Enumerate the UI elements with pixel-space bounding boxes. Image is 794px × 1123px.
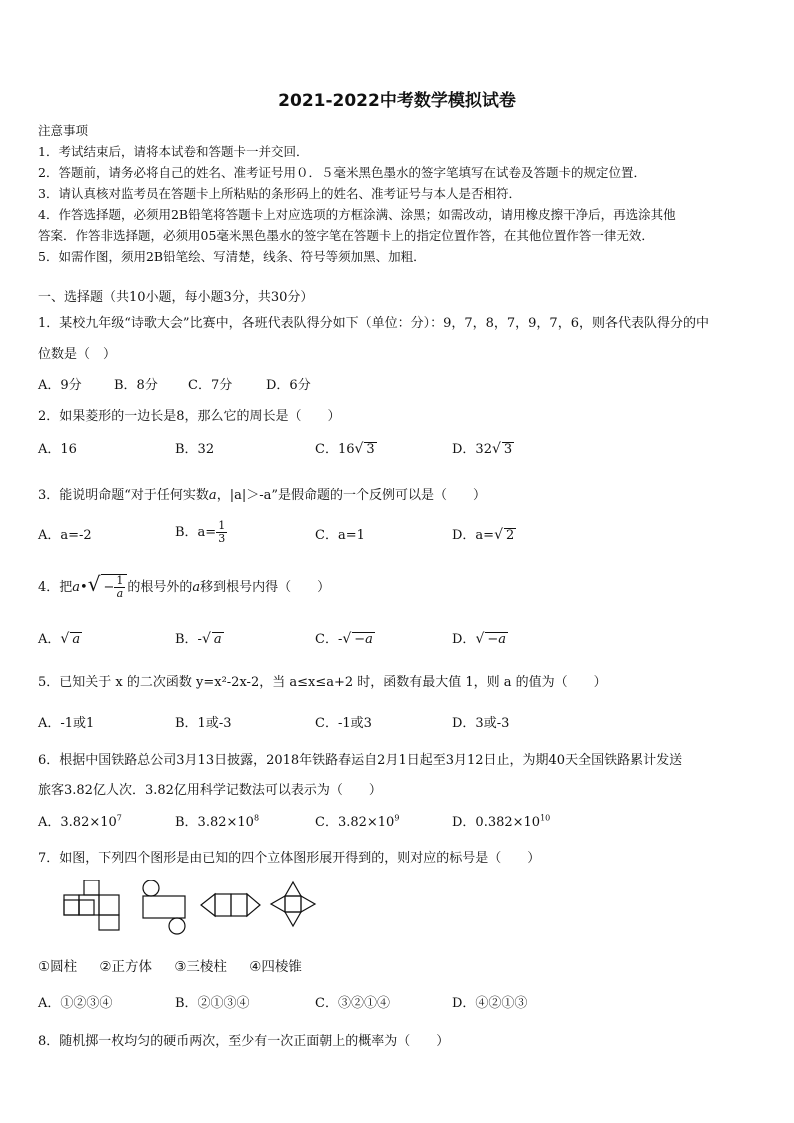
question-5-options — [38, 712, 758, 736]
question-6-options — [38, 811, 758, 835]
question-1-options — [38, 374, 758, 398]
option-d[interactable]: D．32√ 3 — [452, 441, 513, 457]
option-d[interactable]: D．a=√ 2 — [452, 527, 515, 543]
option-b[interactable]: B．②①③④ — [175, 996, 250, 1011]
option-b[interactable]: B．$3.82\times 10^8$ — [175, 813, 260, 830]
note-item: 3．请认真核对监考员在答题卡上所粘贴的条形码上的姓名、准考证号与本人是否相符． — [38, 186, 521, 201]
question-5: 5．已知关于 x 的二次函数 y=x²-2x-2，当 a≤x≤a+2 时，函数有最大值 1，则 a 的值为（ ） — [38, 675, 607, 690]
option-d[interactable]: D．$0.382\times 10^{10}$ — [452, 813, 551, 830]
notes-block — [38, 120, 758, 267]
solid-labels — [38, 955, 320, 975]
question-2-options — [38, 438, 758, 462]
section-heading: 一、选择题（共10小题，每小题3分，共30分） — [38, 290, 314, 305]
question-1-line1: 1．某校九年级“诗歌大会”比赛中，各班代表队得分如下（单位：分）：9，7，8，7，9，7，6，则各代表队得分的中 — [38, 316, 709, 331]
option-b[interactable]: B．1或-3 — [175, 716, 232, 731]
label-cylinder: ①圆柱 — [38, 959, 78, 975]
question-8: 8．随机掷一枚均匀的硬币两次，至少有一次正面朝上的概率为（ ） — [38, 1034, 450, 1049]
label-prism: ③三棱柱 — [174, 959, 227, 975]
option-b[interactable]: B．-√ a — [175, 631, 222, 647]
option-a[interactable]: A．a=-2 — [38, 528, 92, 543]
question-1-line2: 位数是（ ） — [38, 347, 117, 362]
option-c[interactable]: C．16√ 3 — [315, 441, 375, 457]
question-4: 4．把a•√ − $\frac{1}{a}$ 的根号外的a移到根号内得（ ） — [38, 572, 331, 600]
option-b[interactable]: B．8分 — [114, 378, 158, 393]
question-6-line1: 6．根据中国铁路总公司3月13日披露，2018年铁路春运自2月1日起至3月12日止，为期40天全国铁路累计发送 — [38, 753, 683, 768]
option-a[interactable]: A．①②③④ — [38, 996, 113, 1011]
option-c[interactable]: C．-1或3 — [315, 716, 372, 731]
question-2: 2．如果菱形的一边长是8，那么它的周长是（ ） — [38, 409, 341, 424]
option-c[interactable]: C．-√ −a — [315, 631, 373, 647]
option-a[interactable]: A．√ a — [38, 631, 81, 647]
note-item: 1．考试结束后，请将本试卷和答题卡一并交回． — [38, 144, 309, 159]
question-7-options — [38, 992, 758, 1016]
note-item: 答案．作答非选择题，必须用05毫米黑色墨水的签字笔在答题卡上的指定位置作答，在其他位置作答一律无效． — [38, 228, 654, 243]
page-title: 2021-2022中考数学模拟试卷 — [278, 91, 516, 111]
option-a[interactable]: A．9分 — [38, 378, 82, 393]
option-b[interactable]: B．32 — [175, 442, 215, 457]
question-3: 3．能说明命题“对于任何实数a，|a|＞-a”是假命题的一个反例可以是（ ） — [38, 488, 486, 503]
question-4-options — [38, 628, 758, 652]
prism-net — [201, 894, 260, 916]
option-c[interactable]: C．③②①④ — [315, 996, 390, 1011]
pyramid-net — [271, 882, 315, 926]
option-d[interactable]: D．√ −a — [452, 631, 507, 647]
question-3-options — [38, 520, 758, 544]
option-a[interactable]: A．-1或1 — [38, 716, 95, 731]
label-pyramid: ④四棱锥 — [249, 959, 302, 975]
option-d[interactable]: D．④②①③ — [452, 996, 528, 1011]
option-a[interactable]: A．16 — [38, 442, 77, 457]
nets-figure — [60, 880, 320, 942]
option-a[interactable]: A．$3.82\times 10^7$ — [38, 813, 122, 830]
note-item: 5．如需作图，须用2B铅笔绘、写清楚，线条、符号等须加黑、加粗． — [38, 249, 426, 264]
cube-net — [64, 880, 119, 930]
option-c[interactable]: C．$3.82\times 10^9$ — [315, 813, 400, 830]
option-b[interactable]: B．a= $\frac{1}{3}$ — [175, 519, 226, 545]
note-item: 4．作答选择题，必须用2B铅笔将答题卡上对应选项的方框涂满、涂黑；如需改动，请用橡皮擦干净后，再选涂其他 — [38, 207, 676, 222]
note-item: 2．答题前，请务必将自己的姓名、准考证号用０．５毫米黑色墨水的签字笔填写在试卷及答题卡的规定位置． — [38, 165, 646, 180]
question-7: 7．如图，下列四个图形是由已知的四个立体图形展开得到的，则对应的标号是（ ） — [38, 851, 541, 866]
label-cube: ②正方体 — [99, 959, 153, 975]
notes-heading: 注意事项 — [38, 123, 89, 138]
option-d[interactable]: D．6分 — [266, 378, 311, 393]
cylinder-net — [143, 880, 185, 934]
option-d[interactable]: D．3或-3 — [452, 716, 510, 731]
option-c[interactable]: C．7分 — [188, 378, 233, 393]
option-c[interactable]: C．a=1 — [315, 528, 365, 543]
question-6-line2: 旅客3.82亿人次．3.82亿用科学记数法可以表示为（ ） — [38, 783, 382, 798]
